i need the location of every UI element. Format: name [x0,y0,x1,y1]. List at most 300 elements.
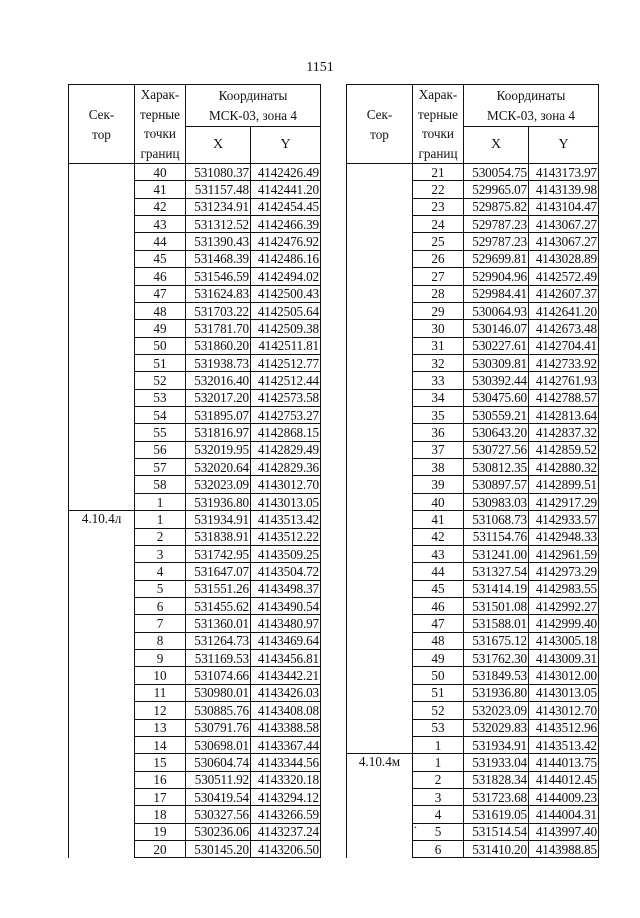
table-row [347,563,599,580]
table-row [347,650,599,667]
cell-point-number: 36 [413,424,464,441]
table-row [69,754,321,771]
cell-sector-name [69,372,135,389]
cell-y-coordinate: 4143456.81 [251,650,321,667]
cell-x-coordinate: 531546.59 [186,268,251,285]
cell-y-coordinate: 4142500.43 [251,285,321,302]
cell-point-number: 39 [413,476,464,493]
cell-y-coordinate: 4142476.92 [251,233,321,250]
cell-x-coordinate: 532020.64 [186,459,251,476]
table-row [69,528,321,545]
cell-sector-name [69,285,135,302]
table-row [69,337,321,354]
cell-x-coordinate: 531828.34 [464,771,529,788]
cell-x-coordinate: 529787.23 [464,233,529,250]
cell-y-coordinate: 4143294.12 [251,788,321,805]
cell-y-coordinate: 4142868.15 [251,424,321,441]
cell-sector-name [69,788,135,805]
coordinates-table-right [346,84,599,858]
cell-x-coordinate: 531169.53 [186,650,251,667]
cell-point-number: 15 [135,754,186,771]
cell-x-coordinate: 529965.07 [464,181,529,198]
cell-point-number: 52 [135,372,186,389]
cell-point-number: 43 [413,545,464,562]
cell-y-coordinate: 4142813.64 [529,407,599,424]
cell-x-coordinate: 530727.56 [464,441,529,458]
cell-sector-name [69,302,135,319]
cell-point-number: 47 [413,615,464,632]
cell-point-number: 46 [413,597,464,614]
cell-sector-name [69,216,135,233]
cell-point-number: 3 [413,788,464,805]
cell-point-number: 52 [413,702,464,719]
cell-sector-name: 4.10.4м [347,754,413,771]
table-row [69,268,321,285]
cell-y-coordinate: 4143009.31 [529,650,599,667]
cell-sector-name [347,268,413,285]
header-y: Y [251,127,321,164]
cell-x-coordinate: 530236.06 [186,823,251,840]
cell-point-number: 47 [135,285,186,302]
table-row [69,511,321,528]
cell-x-coordinate: 532016.40 [186,372,251,389]
table-row [69,841,321,858]
cell-x-coordinate: 530980.01 [186,684,251,701]
cell-y-coordinate: 4142837.32 [529,424,599,441]
cell-sector-name [69,441,135,458]
cell-sector-name [347,806,413,823]
cell-point-number: 29 [413,302,464,319]
cell-y-coordinate: 4143408.08 [251,702,321,719]
cell-point-number: 1 [135,511,186,528]
table-row [347,806,599,823]
table-row [69,667,321,684]
cell-point-number: 25 [413,233,464,250]
cell-y-coordinate: 4142917.29 [529,493,599,510]
cell-point-number: 42 [135,198,186,215]
cell-sector-name [69,493,135,510]
table-row [347,580,599,597]
table-row [347,233,599,250]
cell-y-coordinate: 4144004.31 [529,806,599,823]
cell-y-coordinate: 4142505.64 [251,302,321,319]
header-boundary-points: Харак- терные точки границ [413,85,464,164]
cell-x-coordinate: 531074.66 [186,667,251,684]
table-row [347,320,599,337]
cell-sector-name [347,476,413,493]
table-row [69,597,321,614]
cell-sector-name [347,337,413,354]
cell-y-coordinate: 4142572.49 [529,268,599,285]
table-row [69,476,321,493]
cell-x-coordinate: 530511.92 [186,771,251,788]
cell-y-coordinate: 4143442.21 [251,667,321,684]
cell-x-coordinate: 531619.05 [464,806,529,823]
cell-sector-name [69,806,135,823]
cell-x-coordinate: 531312.52 [186,216,251,233]
cell-x-coordinate: 531936.80 [464,684,529,701]
cell-point-number: 1 [413,736,464,753]
cell-x-coordinate: 530309.81 [464,354,529,371]
table-row [69,684,321,701]
cell-x-coordinate: 531241.00 [464,545,529,562]
cell-sector-name [69,389,135,406]
cell-x-coordinate: 531762.30 [464,650,529,667]
cell-y-coordinate: 4143513.42 [251,511,321,528]
cell-sector-name [69,459,135,476]
table-row [347,268,599,285]
cell-point-number: 6 [413,841,464,858]
cell-y-coordinate: 4142511.81 [251,337,321,354]
table-row [347,736,599,753]
cell-sector-name [347,511,413,528]
cell-sector-name [347,667,413,684]
cell-sector-name [69,719,135,736]
table-row [69,493,321,510]
cell-y-coordinate: 4142573.58 [251,389,321,406]
left-table-body [69,164,321,858]
cell-x-coordinate: 531860.20 [186,337,251,354]
cell-sector-name [347,459,413,476]
cell-point-number: 44 [135,233,186,250]
table-row [69,233,321,250]
cell-point-number: 34 [413,389,464,406]
cell-x-coordinate: 531414.19 [464,580,529,597]
cell-sector-name [347,563,413,580]
cell-x-coordinate: 531234.91 [186,198,251,215]
cell-sector-name [347,250,413,267]
cell-point-number: 2 [413,771,464,788]
table-row [69,459,321,476]
cell-y-coordinate: 4143509.25 [251,545,321,562]
cell-sector-name [69,250,135,267]
table-row [347,528,599,545]
cell-sector-name [69,268,135,285]
cell-x-coordinate: 531849.53 [464,667,529,684]
cell-point-number: 43 [135,216,186,233]
cell-y-coordinate: 4142426.49 [251,164,321,181]
cell-point-number: 35 [413,407,464,424]
cell-x-coordinate: 530146.07 [464,320,529,337]
cell-x-coordinate: 532023.09 [186,476,251,493]
cell-y-coordinate: 4143012.70 [251,476,321,493]
cell-point-number: 28 [413,285,464,302]
cell-y-coordinate: 4142829.36 [251,459,321,476]
cell-x-coordinate: 532019.95 [186,441,251,458]
cell-sector-name [347,493,413,510]
table-row [69,250,321,267]
cell-point-number: 40 [135,164,186,181]
table-row [69,632,321,649]
table-row [347,493,599,510]
cell-sector-name [69,563,135,580]
table-row [69,198,321,215]
header-coordinates: Координаты МСК-03, зона 4 [464,85,599,127]
cell-y-coordinate: 4143344.56 [251,754,321,771]
table-row [69,580,321,597]
cell-sector-name [69,545,135,562]
cell-point-number: 20 [135,841,186,858]
cell-point-number: 48 [413,632,464,649]
cell-y-coordinate: 4143005.18 [529,632,599,649]
cell-y-coordinate: 4143012.00 [529,667,599,684]
cell-point-number: 24 [413,216,464,233]
cell-point-number: 57 [135,459,186,476]
cell-point-number: 41 [413,511,464,528]
cell-sector-name [69,684,135,701]
cell-point-number: 50 [135,337,186,354]
header-y: Y [529,127,599,164]
cell-x-coordinate: 529904.96 [464,268,529,285]
cell-sector-name [347,441,413,458]
cell-point-number: 32 [413,354,464,371]
right-table-body [347,164,599,858]
table-row [69,424,321,441]
cell-y-coordinate: 4143426.03 [251,684,321,701]
table-row [347,702,599,719]
cell-x-coordinate: 531264.73 [186,632,251,649]
cell-point-number: 55 [135,424,186,441]
cell-point-number: 46 [135,268,186,285]
table-row [69,285,321,302]
cell-y-coordinate: 4143988.85 [529,841,599,858]
cell-y-coordinate: 4143498.37 [251,580,321,597]
cell-point-number: 33 [413,372,464,389]
cell-point-number: 49 [135,320,186,337]
cell-point-number: 3 [135,545,186,562]
table-row [347,372,599,389]
cell-point-number: 40 [413,493,464,510]
cell-sector-name [69,164,135,181]
table-row [347,667,599,684]
cell-sector-name [69,337,135,354]
table-row [347,181,599,198]
cell-x-coordinate: 531390.43 [186,233,251,250]
table-row [347,389,599,406]
cell-sector-name [347,702,413,719]
cell-sector-name [69,198,135,215]
cell-x-coordinate: 531154.76 [464,528,529,545]
table-row [347,841,599,858]
cell-sector-name [347,771,413,788]
cell-y-coordinate: 4142607.37 [529,285,599,302]
cell-y-coordinate: 4142973.29 [529,563,599,580]
cell-sector-name [347,233,413,250]
cell-point-number: 48 [135,302,186,319]
cell-point-number: 13 [135,719,186,736]
cell-sector-name [347,841,413,858]
table-row [347,511,599,528]
cell-x-coordinate: 530475.60 [464,389,529,406]
cell-y-coordinate: 4144013.75 [529,754,599,771]
cell-y-coordinate: 4142512.44 [251,372,321,389]
cell-point-number: 22 [413,181,464,198]
table-row [347,476,599,493]
cell-y-coordinate: 4142899.51 [529,476,599,493]
table-row [347,545,599,562]
cell-y-coordinate: 4143173.97 [529,164,599,181]
cell-x-coordinate: 530559.21 [464,407,529,424]
cell-sector-name [69,736,135,753]
cell-sector-name [347,164,413,181]
cell-sector-name [347,580,413,597]
cell-y-coordinate: 4142494.02 [251,268,321,285]
table-row [69,702,321,719]
cell-sector-name [69,597,135,614]
cell-sector-name [347,788,413,805]
cell-point-number: 17 [135,788,186,805]
cell-y-coordinate: 4142673.48 [529,320,599,337]
cell-x-coordinate: 531816.97 [186,424,251,441]
cell-sector-name [347,389,413,406]
cell-y-coordinate: 4142788.57 [529,389,599,406]
cell-x-coordinate: 531838.91 [186,528,251,545]
cell-sector-name [347,285,413,302]
cell-x-coordinate: 531933.04 [464,754,529,771]
cell-x-coordinate: 530145.20 [186,841,251,858]
table-row [347,407,599,424]
cell-y-coordinate: 4143504.72 [251,563,321,580]
cell-point-number: 6 [135,597,186,614]
cell-x-coordinate: 531080.37 [186,164,251,181]
cell-sector-name [347,216,413,233]
cell-point-number: 50 [413,667,464,684]
cell-x-coordinate: 530419.54 [186,788,251,805]
cell-y-coordinate: 4143490.54 [251,597,321,614]
table-row [347,424,599,441]
table-row [69,545,321,562]
cell-x-coordinate: 531938.73 [186,354,251,371]
cell-y-coordinate: 4142486.16 [251,250,321,267]
cell-y-coordinate: 4142641.20 [529,302,599,319]
cell-x-coordinate: 531703.22 [186,302,251,319]
cell-point-number: 12 [135,702,186,719]
cell-x-coordinate: 530327.56 [186,806,251,823]
coordinates-table-left [68,84,321,858]
cell-point-number: 11 [135,684,186,701]
cell-point-number: 49 [413,650,464,667]
table-row [69,719,321,736]
cell-sector-name [69,615,135,632]
table-row [347,632,599,649]
cell-point-number: 1 [413,754,464,771]
header-sector: Сек- тор [347,85,413,164]
table-row [347,684,599,701]
table-row [69,736,321,753]
cell-y-coordinate: 4144009.23 [529,788,599,805]
table-row [347,719,599,736]
table-row [69,164,321,181]
header-sector: Сек- тор [69,85,135,164]
cell-y-coordinate: 4142441.20 [251,181,321,198]
cell-y-coordinate: 4143512.96 [529,719,599,736]
cell-sector-name [347,528,413,545]
cell-x-coordinate: 530812.35 [464,459,529,476]
table-row [69,823,321,840]
table-row [69,389,321,406]
cell-sector-name [69,181,135,198]
cell-x-coordinate: 532017.20 [186,389,251,406]
cell-x-coordinate: 529787.23 [464,216,529,233]
cell-x-coordinate: 530885.76 [186,702,251,719]
cell-point-number: 4 [135,563,186,580]
cell-sector-name [347,736,413,753]
cell-x-coordinate: 532029.83 [464,719,529,736]
cell-y-coordinate: 4143388.58 [251,719,321,736]
cell-y-coordinate: 4143139.98 [529,181,599,198]
cell-sector-name [69,650,135,667]
table-row [347,459,599,476]
table-row [347,441,599,458]
cell-sector-name [347,424,413,441]
cell-y-coordinate: 4143512.22 [251,528,321,545]
cell-point-number: 45 [135,250,186,267]
cell-point-number: 8 [135,632,186,649]
cell-y-coordinate: 4142733.92 [529,354,599,371]
cell-sector-name [69,528,135,545]
cell-sector-name [347,823,413,840]
cell-point-number: 51 [135,354,186,371]
cell-x-coordinate: 530227.61 [464,337,529,354]
cell-point-number: 1 [135,493,186,510]
cell-x-coordinate: 530054.75 [464,164,529,181]
cell-point-number: 7 [135,615,186,632]
cell-x-coordinate: 531327.54 [464,563,529,580]
cell-x-coordinate: 531468.39 [186,250,251,267]
table-row [69,771,321,788]
cell-y-coordinate: 4142829.49 [251,441,321,458]
cell-y-coordinate: 4143367.44 [251,736,321,753]
cell-x-coordinate: 531895.07 [186,407,251,424]
cell-x-coordinate: 531647.07 [186,563,251,580]
header-boundary-points: Харак- терные точки границ [135,85,186,164]
cell-sector-name [69,754,135,771]
cell-x-coordinate: 530698.01 [186,736,251,753]
cell-x-coordinate: 531068.73 [464,511,529,528]
cell-point-number: 53 [135,389,186,406]
cell-x-coordinate: 530643.20 [464,424,529,441]
table-row [69,181,321,198]
cell-point-number: 51 [413,684,464,701]
cell-sector-name [347,597,413,614]
cell-point-number: 26 [413,250,464,267]
cell-y-coordinate: 4142948.33 [529,528,599,545]
table-row [69,650,321,667]
cell-x-coordinate: 531742.95 [186,545,251,562]
cell-sector-name [347,615,413,632]
page-number: 1151 [306,60,334,75]
cell-sector-name [347,719,413,736]
cell-point-number: 27 [413,268,464,285]
header-x: X [464,127,529,164]
cell-y-coordinate: 4143067.27 [529,216,599,233]
cell-sector-name [347,320,413,337]
cell-point-number: 41 [135,181,186,198]
cell-sector-name [347,650,413,667]
cell-sector-name [347,198,413,215]
cell-sector-name [69,632,135,649]
table-row [69,216,321,233]
table-row [347,302,599,319]
cell-sector-name [347,354,413,371]
cell-y-coordinate: 4143012.70 [529,702,599,719]
table-row [347,198,599,215]
cell-x-coordinate: 531934.91 [186,511,251,528]
cell-x-coordinate: 529875.82 [464,198,529,215]
cell-point-number: 4 [413,806,464,823]
cell-point-number: 54 [135,407,186,424]
cell-x-coordinate: 530791.76 [186,719,251,736]
